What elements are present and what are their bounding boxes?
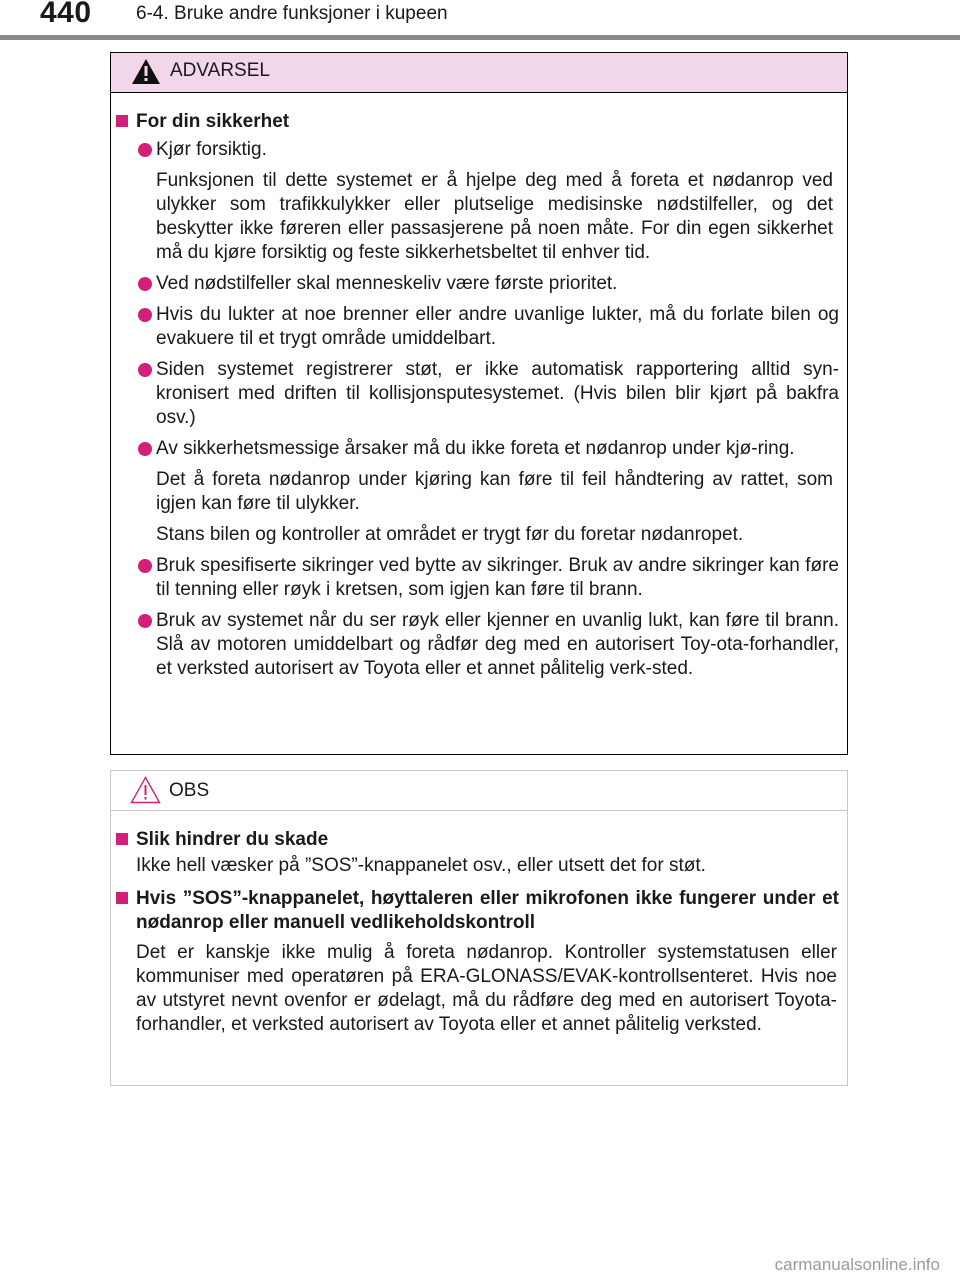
notice-title: OBS <box>169 780 210 801</box>
bullet-text: Av sikkerhetsmessige årsaker må du ikke foreta et nødanrop under kjø-ring. <box>156 438 795 459</box>
paragraph: Stans bilen og kontroller at området er trygt før du foretar nødanropet. <box>156 524 744 545</box>
square-bullet-icon <box>116 115 128 127</box>
bullet-item <box>111 609 847 681</box>
caution-triangle-icon <box>130 776 161 804</box>
bullet-item <box>111 437 847 461</box>
bullet-text: Hvis du lukter at noe brenner eller andre uvanlige lukter, må du forlate bilen og evakuere til et trygt område umiddelbart. <box>156 304 839 349</box>
paragraph: Funksjonen til dette systemet er å hjelpe deg med å foreta et nødanrop ved ulykker som trafikkulykker eller plutselige medisinske nødstilfeller, og det beskytter ikke føreren eller passasjerene på noen måte. For din egen sikkerhet må du kjøre forsiktig og feste sikkerhetsbeltet til enhver tid. <box>156 170 833 263</box>
heading-text: For din sikkerhet <box>136 111 290 132</box>
circle-bullet-icon <box>138 143 152 157</box>
warning-body <box>111 110 847 681</box>
warning-title: ADVARSEL <box>170 60 270 81</box>
square-bullet-icon <box>116 892 128 904</box>
header-divider <box>0 35 960 40</box>
bullet-item <box>111 303 847 351</box>
circle-bullet-icon <box>138 308 152 322</box>
bullet-item <box>111 358 847 430</box>
warning-triangle-icon <box>131 58 161 85</box>
notice-heading <box>111 887 847 935</box>
page-header <box>0 0 960 38</box>
paragraph: Ikke hell væsker på ”SOS”-knappanelet osv., eller utsett det for støt. <box>136 855 706 876</box>
section-title: 6-4. Bruke andre funksjoner i kupeen <box>136 3 448 24</box>
warning-box <box>110 52 848 755</box>
bullet-text: Bruk av systemet når du ser røyk eller kjenner en uvanlig lukt, kan føre til brann. Slå av motoren umiddelbart og rådfør deg med en autorisert Toy-ota-forhandler, et verksted autorisert av Toyota eller et annet pålitelig verk-sted. <box>156 610 839 679</box>
circle-bullet-icon <box>138 559 152 573</box>
notice-heading <box>111 828 847 852</box>
square-bullet-icon <box>116 833 128 845</box>
circle-bullet-icon <box>138 442 152 456</box>
notice-header <box>111 771 847 811</box>
paragraph: Det å foreta nødanrop under kjøring kan føre til feil håndtering av rattet, som igjen kan føre til ulykker. <box>156 469 833 514</box>
bullet-item <box>111 138 847 162</box>
bullet-text: Bruk spesifiserte sikringer ved bytte av sikringer. Bruk av andre sikringer kan føre til tenning eller røyk i kretsen, som igjen kan føre til brann. <box>156 555 839 600</box>
heading-text: Slik hindrer du skade <box>136 829 329 850</box>
warning-heading <box>111 110 847 134</box>
circle-bullet-icon <box>138 614 152 628</box>
notice-box <box>110 770 848 1086</box>
paragraph: Det er kanskje ikke mulig å foreta nødanrop. Kontroller systemstatusen eller kommuniser med operatøren på ERA-GLONASS/EVAK-kontrollsenteret. Hvis noe av utstyret nevnt ovenfor er ødelagt, må du rådføre deg med en autorisert Toyota-forhandler, et verksted autorisert av Toyota eller et annet pålitelig verksted. <box>136 942 837 1035</box>
bullet-item <box>111 554 847 602</box>
bullet-text: Ved nødstilfeller skal menneskeliv være første prioritet. <box>156 273 618 294</box>
heading-text: Hvis ”SOS”-knappanelet, høyttaleren eller mikrofonen ikke fungerer under et nødanrop eller manuell vedlikeholdskontroll <box>136 888 839 933</box>
bullet-text: Siden systemet registrerer støt, er ikke automatisk rapportering alltid syn-kronisert med driften til kollisjonsputesystemet. (Hvis bilen blir kjørt på bakfra osv.) <box>156 359 839 428</box>
bullet-text: Kjør forsiktig. <box>156 139 267 160</box>
watermark: carmanualsonline.info <box>774 1255 940 1274</box>
bullet-item <box>111 272 847 296</box>
notice-body <box>111 828 847 1037</box>
warning-header <box>111 53 847 93</box>
circle-bullet-icon <box>138 363 152 377</box>
circle-bullet-icon <box>138 277 152 291</box>
page-number: 440 <box>40 0 92 29</box>
